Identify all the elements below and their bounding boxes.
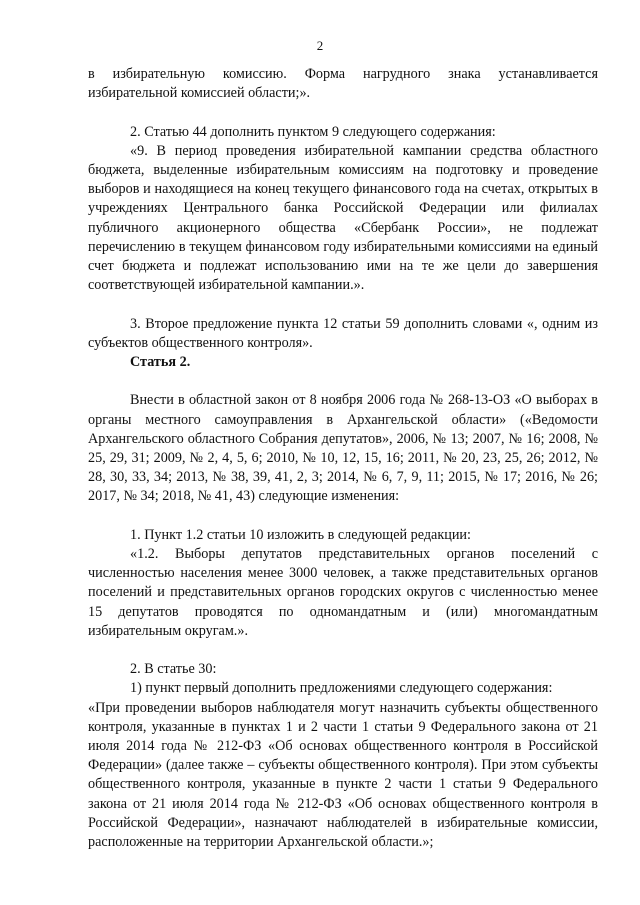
paragraph-8: «1.2. Выборы депутатов представительных органов поселений с численностью населения менее 3000 человек, а также представительных органов поселений и представительных органов городских округов с численностью менее 15 депутатов проводятся по одномандатным и (или) многомандатным избирательным округам.».	[88, 546, 598, 639]
paragraph-1: в избирательную комиссию. Форма нагрудного знака устанавливается избирательной комиссией области;».	[88, 66, 598, 102]
paragraph-4: 3. Второе предложение пункта 12 статьи 59 дополнить словами «, одним из субъектов общественного контроля».	[88, 315, 598, 351]
paragraph-7: 1. Пункт 1.2 статьи 10 изложить в следующей редакции:	[130, 526, 471, 543]
document-body	[88, 65, 598, 852]
paragraph-11: «При проведении выборов наблюдателя могут назначить субъекты общественного контроля, указанные в пунктах 1 и 2 части 1 статьи 9 Федерального закона от 21 июля 2014 года № 212-ФЗ «Об основах общественного контроля в Российской Федерации» (далее также – субъекты общественного контроля). При этом субъекты общественного контроля, указанные в пункте 2 части 1 статьи 9 Федерального закона от 21 июля 2014 года № 212-ФЗ «Об основах общественного контроля в Российской Федерации», назначают наблюдателей в избирательные комиссии, расположенные на территории Архангельской области.»;	[88, 699, 598, 851]
paragraph-9: 2. В статье 30:	[130, 661, 217, 678]
article-heading: Статья 2.	[130, 354, 191, 371]
paragraph-3: «9. В период проведения избирательной кампании средства областного бюджета, выделенные избирательным комиссиям на подготовку и проведение выборов и находящиеся на конец текущего финансового года на счетах, открытых в учреждениях Центрального банка Российской Федерации или филиалах публичного акционерного общества «Сбербанк России», не подлежат перечислению в текущем финансовом году избирательными комиссиями на единый счет бюджета и подлежат использованию ими на те же цели до завершения соответствующей избирательной кампании.».	[88, 142, 598, 294]
page-number: 2	[316, 38, 324, 53]
paragraph-10: 1) пункт первый дополнить предложениями следующего содержания:	[130, 680, 553, 697]
paragraph-2: 2. Статью 44 дополнить пунктом 9 следующего содержания:	[130, 123, 496, 140]
paragraph-6: Внести в областной закон от 8 ноября 2006 года № 268-13-ОЗ «О выборах в органы местного самоуправления в Архангельской области» («Ведомости Архангельского областного Собрания депутатов», 2006, № 13; 2007, № 16; 2008, № 25, 29, 31; 2009, № 2, 4, 5, 6; 2010, № 10, 12, 15, 16; 2011, № 20, 23, 25, 26; 2012, № 28, 30, 33, 34; 2013, № 38, 39, 41, 2, 3; 2014, № 6, 7, 9, 11; 2015, № 17; 2016, № 26; 2017, № 34; 2018, № 41, 43) следующие изменения:	[88, 392, 598, 505]
